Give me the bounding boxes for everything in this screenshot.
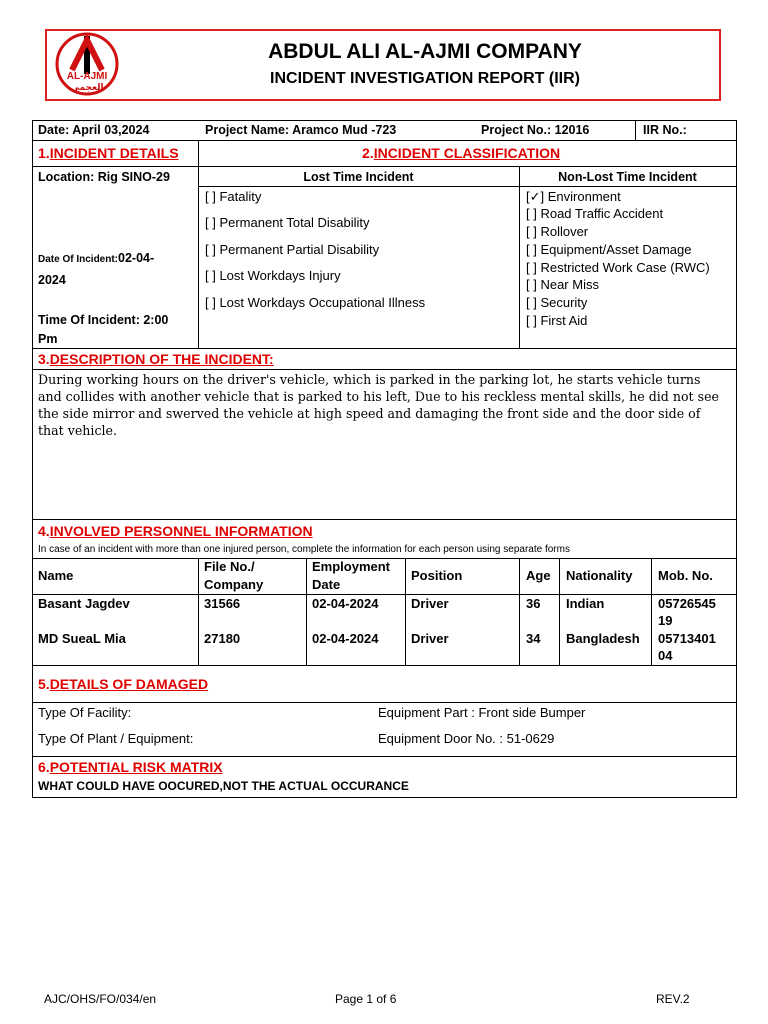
check-icon: ✓ — [529, 189, 541, 204]
checkbox-lost-workdays-injury[interactable]: [ ] Lost Workdays Injury — [205, 268, 341, 283]
cell-name: MD SueaL Mia — [38, 631, 126, 646]
checkbox-equipment-asset-damage[interactable]: [ ] Equipment/Asset Damage — [526, 242, 692, 257]
checkbox-road-traffic-accident[interactable]: [ ] Road Traffic Accident — [526, 206, 664, 221]
type-of-facility: Type Of Facility: — [38, 705, 132, 720]
checkbox-first-aid[interactable]: [ ] First Aid — [526, 313, 588, 328]
checkbox-rollover[interactable]: [ ] Rollover — [526, 224, 589, 239]
company-logo — [50, 30, 124, 98]
section-incident-details-title: 1.INCIDENT DETAILS — [38, 145, 179, 161]
report-title: INCIDENT INVESTIGATION REPORT (IIR) — [270, 70, 580, 87]
project-name: Project Name: Aramco Mud -723 — [205, 123, 397, 137]
checkbox-permanent-total-disability[interactable]: [ ] Permanent Total Disability — [205, 215, 370, 230]
personnel-note: In case of an incident with more than one injured person, complete the information for each person using separate forms — [38, 544, 570, 555]
cell-file: 27180 — [204, 631, 241, 646]
column-age: Age — [526, 568, 551, 583]
incident-time: Time Of Incident: 2:00 — [38, 313, 169, 327]
checkbox-security[interactable]: [ ] Security — [526, 295, 588, 310]
section-personnel-title: 4.INVOLVED PERSONNEL INFORMATION — [38, 523, 313, 539]
cell-name: Basant Jagdev — [38, 596, 130, 611]
checkbox-permanent-partial-disability[interactable]: [ ] Permanent Partial Disability — [205, 242, 380, 257]
incident-description: During working hours on the driver's vehicle, which is parked in the parking lot, he starts vehicle turns and collides with another vehicle that is parked to his left, Due to his reckless mental skills, he did not see the side mirror and swerved the vehicle at high speed and damaging the front side and the door side of that vehicle. — [38, 372, 719, 438]
svg-text:AL-AJMI: AL-AJMI — [66, 71, 108, 82]
cell-file: 31566 — [204, 596, 241, 611]
section-risk-matrix-title: 6.POTENTIAL RISK MATRIX — [38, 759, 223, 775]
checkbox-lost-workdays-occupational-illness[interactable]: [ ] Lost Workdays Occupational Illness — [205, 295, 426, 310]
cell-age: 34 — [526, 631, 541, 646]
column-file-no: File No./ Company — [204, 559, 264, 592]
incident-date: Date Of Incident:02-04- — [38, 251, 155, 265]
equipment-part: Equipment Part : Front side Bumper — [378, 705, 586, 720]
equipment-door-no: Equipment Door No. : 51-0629 — [378, 731, 555, 746]
checkbox-fatality[interactable]: [ ] Fatality — [205, 189, 262, 204]
project-number: Project No.: 12016 — [481, 123, 590, 137]
non-lost-time-header: Non-Lost Time Incident — [558, 170, 697, 184]
report-date: Date: April 03,2024 — [38, 123, 150, 137]
cell-age: 36 — [526, 596, 541, 611]
cell-nationality: Bangladesh — [566, 631, 640, 646]
type-of-plant: Type Of Plant / Equipment: — [38, 731, 194, 746]
cell-position: Driver — [411, 631, 449, 646]
risk-matrix-subtitle: WHAT COULD HAVE OOCURED,NOT THE ACTUAL OCCURANCE — [38, 779, 409, 793]
page-number: Page 1 of 6 — [335, 992, 397, 1006]
cell-date: 02-04-2024 — [312, 631, 379, 646]
checkbox-environment-checked[interactable]: [✓] Environment — [526, 189, 621, 204]
revision: REV.2 — [656, 992, 690, 1006]
column-position: Position — [411, 568, 463, 583]
cell-mobile: 05726545 19 — [658, 596, 716, 628]
checkbox-restricted-work-case[interactable]: [ ] Restricted Work Case (RWC) — [526, 260, 710, 275]
section-incident-classification-title: 2.INCIDENT CLASSIFICATION — [362, 145, 561, 161]
cell-date: 02-04-2024 — [312, 596, 379, 611]
column-name: Name — [38, 568, 74, 583]
column-employment-date: Employment Date — [312, 559, 391, 592]
cell-nationality: Indian — [566, 596, 605, 611]
document-code: AJC/OHS/FO/034/en — [44, 992, 157, 1006]
section-description-title: 3.DESCRIPTION OF THE INCIDENT: — [38, 351, 274, 367]
incident-date-year: 2024 — [38, 273, 66, 287]
incident-time-suffix: Pm — [38, 332, 58, 346]
column-nationality: Nationality — [566, 568, 633, 583]
cell-position: Driver — [411, 596, 449, 611]
cell-mobile: 05713401 04 — [658, 631, 716, 663]
svg-text:العجمي: العجمي — [70, 83, 104, 93]
section-damage-title: 5.DETAILS OF DAMAGED — [38, 676, 209, 692]
company-name: ABDUL ALI AL-AJMI COMPANY — [268, 40, 582, 63]
checkbox-near-miss[interactable]: [ ] Near Miss — [526, 277, 599, 292]
lost-time-header: Lost Time Incident — [303, 170, 414, 184]
incident-location: Location: Rig SINO-29 — [38, 170, 170, 184]
iir-number: IIR No.: — [643, 123, 687, 137]
column-mob-no: Mob. No. — [658, 568, 713, 583]
